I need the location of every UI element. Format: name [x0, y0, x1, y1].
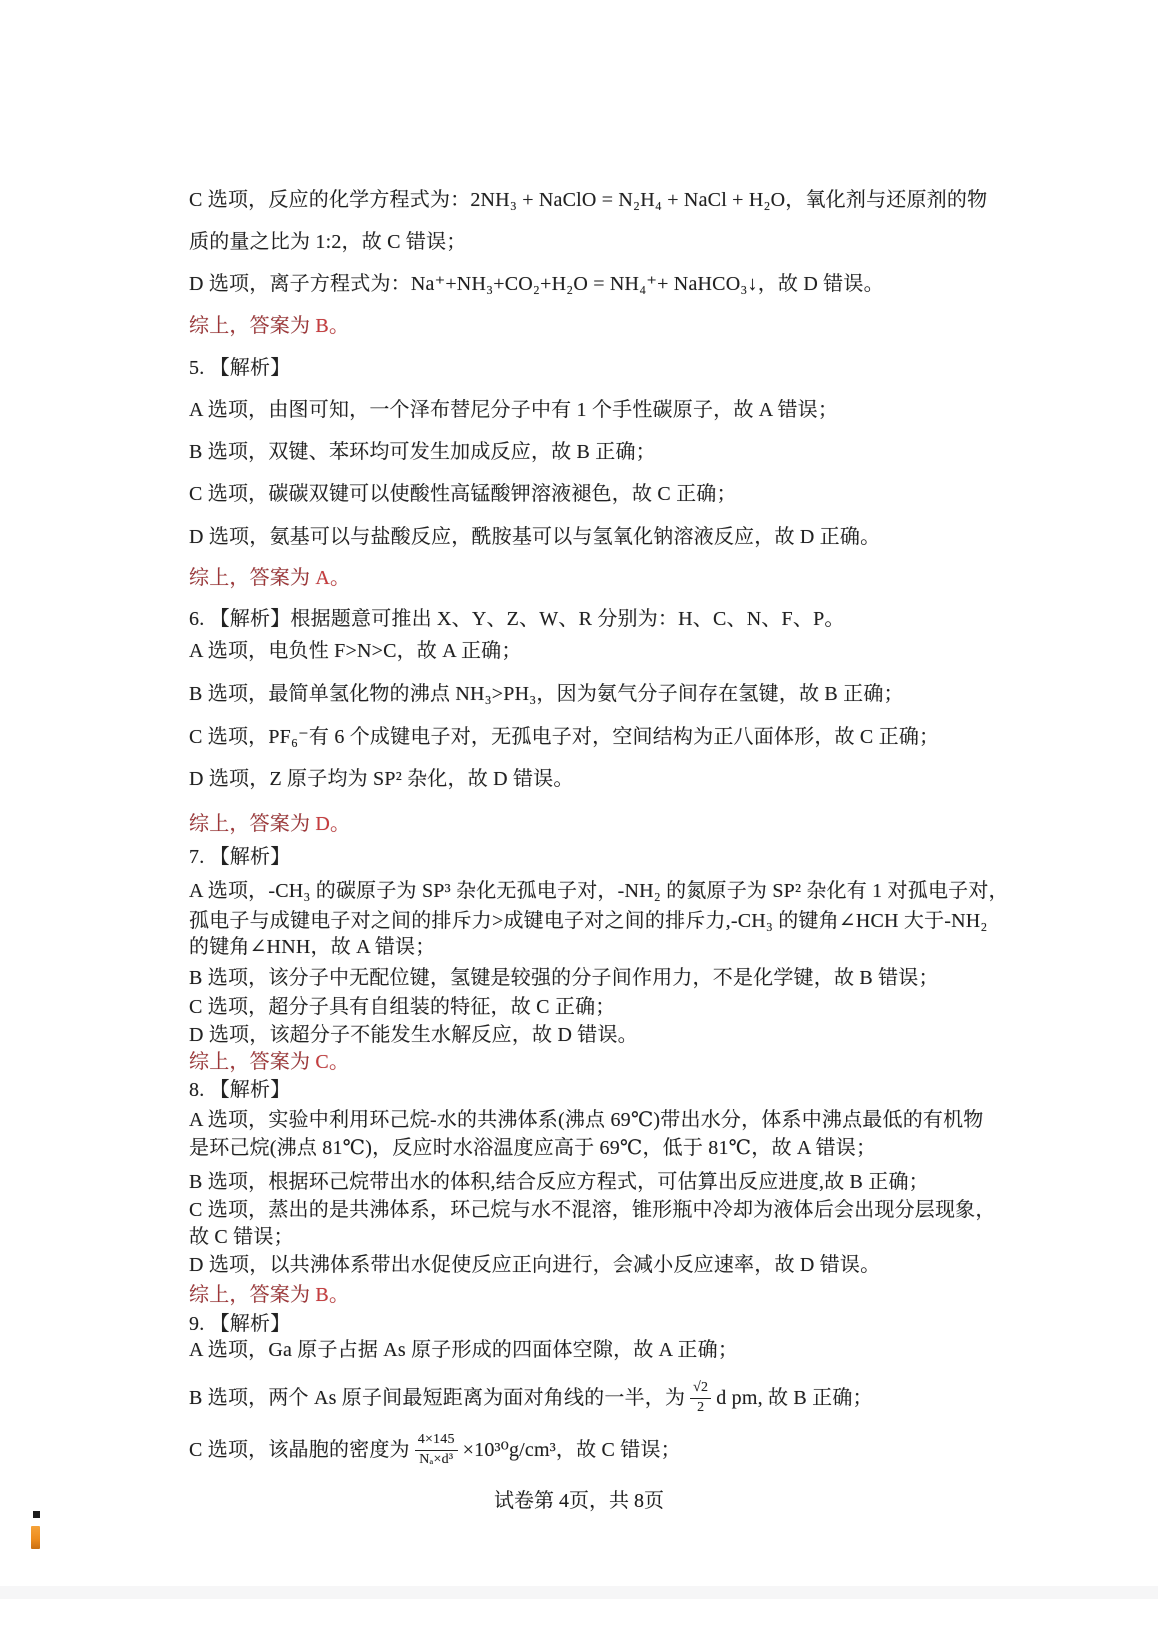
- fraction: [690, 1380, 711, 1415]
- answer-line: [189, 1283, 961, 1307]
- scan-artifact-orange-bar: [31, 1526, 40, 1549]
- text-line: C 选项，PF₆⁻有 6 个成键电子对，无孤电子对，空间结构为正八面体形，故 C 正确；: [189, 726, 940, 748]
- answer-line-text: 综上，答案为: [189, 813, 316, 835]
- text-line: C 选项，反应的化学方程式为：2NH₃ + NaClO = N₂H₄ + NaCl + H₂O，氧化剂与还原剂的物: [189, 189, 988, 211]
- answer-line: [189, 566, 961, 590]
- text-line: 故 C 错误；: [189, 1226, 294, 1248]
- answer-line-text: 综上，答案为: [189, 567, 316, 589]
- text-line-with-fraction: [189, 1376, 961, 1420]
- fraction-line-prefix: C 选项，该晶胞的密度为: [189, 1439, 410, 1461]
- fraction-numerator: √2: [690, 1380, 711, 1398]
- section-heading: 9. 【解析】: [189, 1313, 291, 1335]
- scan-artifact-dot: [33, 1511, 40, 1518]
- text-line: 的键角∠HNH，故 A 错误；: [189, 936, 436, 958]
- text-line: A 选项，电负性 F>N>C，故 A 正确；: [189, 640, 522, 662]
- section-heading: 5. 【解析】: [189, 357, 291, 379]
- fraction-line-suffix: ×10³⁰g/cm³，故 C 错误；: [462, 1439, 681, 1461]
- answer-line: [189, 812, 961, 836]
- section-heading: 8. 【解析】: [189, 1079, 291, 1101]
- text-line: D 选项，以共沸体系带出水促使反应正向进行，会减小反应速率，故 D 错误。: [189, 1254, 881, 1276]
- text-line: D 选项，Z 原子均为 SP² 杂化，故 D 错误。: [189, 768, 574, 790]
- text-line: B 选项，根据环己烷带出水的体积,结合反应方程式，可估算出反应进度,故 B 正确；: [189, 1171, 929, 1193]
- section-heading: 6. 【解析】根据题意可推出 X、Y、Z、W、R 分别为：H、C、N、F、P。: [189, 608, 845, 630]
- answer-letter: D。: [315, 813, 351, 835]
- text-line: C 选项，蒸出的是共沸体系，环己烷与水不混溶，锥形瓶中冷却为液体后会出现分层现象，: [189, 1199, 996, 1221]
- text-line: A 选项，由图可知，一个泽布替尼分子中有 1 个手性碳原子，故 A 错误；: [189, 399, 839, 421]
- scan-artifact-band: [0, 1586, 1158, 1599]
- text-line: B 选项，双键、苯环均可发生加成反应，故 B 正确；: [189, 441, 656, 463]
- answer-line: [189, 314, 961, 338]
- fraction-denominator: Nₐ×d³: [419, 1451, 454, 1467]
- answer-letter: A。: [315, 567, 351, 589]
- fraction-denominator: 2: [697, 1399, 705, 1415]
- fraction-line-suffix: d pm, 故 B 正确；: [716, 1387, 873, 1409]
- text-line: C 选项，超分子具有自组装的特征，故 C 正确；: [189, 996, 616, 1018]
- text-line: A 选项，实验中利用环己烷-水的共沸体系(沸点 69℃)带出水分，体系中沸点最低的有机物: [189, 1109, 984, 1131]
- section-heading: 7. 【解析】: [189, 846, 291, 868]
- text-line: 是环己烷(沸点 81℃)，反应时水浴温度应高于 69℃，低于 81℃，故 A 错误；: [189, 1137, 877, 1159]
- answer-line: [189, 1050, 961, 1074]
- answer-letter: B。: [315, 1284, 350, 1306]
- text-line: 孤电子与成键电子对之间的排斥力>成键电子对之间的排斥力,-CH₃ 的键角∠HCH 大于-NH₂: [189, 910, 988, 932]
- answer-line-text: 综上，答案为: [189, 1284, 316, 1306]
- fraction: [415, 1432, 458, 1467]
- text-line: D 选项，离子方程式为：Na⁺+NH₃+CO₂+H₂O = NH₄⁺+ NaHCO₃↓，故 D 错误。: [189, 273, 884, 295]
- text-line: 质的量之比为 1:2，故 C 错误；: [189, 231, 467, 253]
- answer-key-body: [189, 0, 1009, 1474]
- fraction-numerator: 4×145: [415, 1432, 458, 1450]
- page-footer: 试卷第 4页，共 8页: [494, 1490, 664, 1512]
- text-line: A 选项，Ga 原子占据 As 原子形成的四面体空隙，故 A 正确；: [189, 1339, 739, 1361]
- fraction-line-prefix: B 选项，两个 As 原子间最短距离为面对角线的一半，为: [189, 1387, 686, 1409]
- answer-line-text: 综上，答案为: [189, 1051, 316, 1073]
- text-line: B 选项，该分子中无配位键，氢键是较强的分子间作用力，不是化学键，故 B 错误；: [189, 967, 939, 989]
- text-line: A 选项，-CH₃ 的碳原子为 SP³ 杂化无孤电子对，-NH₂ 的氮原子为 SP² 杂化有 1 对孤电子对，: [189, 880, 1009, 902]
- text-line: B 选项，最简单氢化物的沸点 NH₃>PH₃，因为氨气分子间存在氢键，故 B 正确；: [189, 683, 904, 705]
- answer-line-text: 综上，答案为: [189, 315, 316, 337]
- answer-letter: C。: [315, 1051, 350, 1073]
- answer-letter: B。: [315, 315, 350, 337]
- text-line: C 选项，碳碳双键可以使酸性高锰酸钾溶液褪色，故 C 正确；: [189, 483, 737, 505]
- text-line: D 选项，氨基可以与盐酸反应，酰胺基可以与氢氧化钠溶液反应，故 D 正确。: [189, 526, 881, 548]
- text-line-with-fraction: [189, 1426, 961, 1474]
- text-line: D 选项，该超分子不能发生水解反应，故 D 错误。: [189, 1024, 638, 1046]
